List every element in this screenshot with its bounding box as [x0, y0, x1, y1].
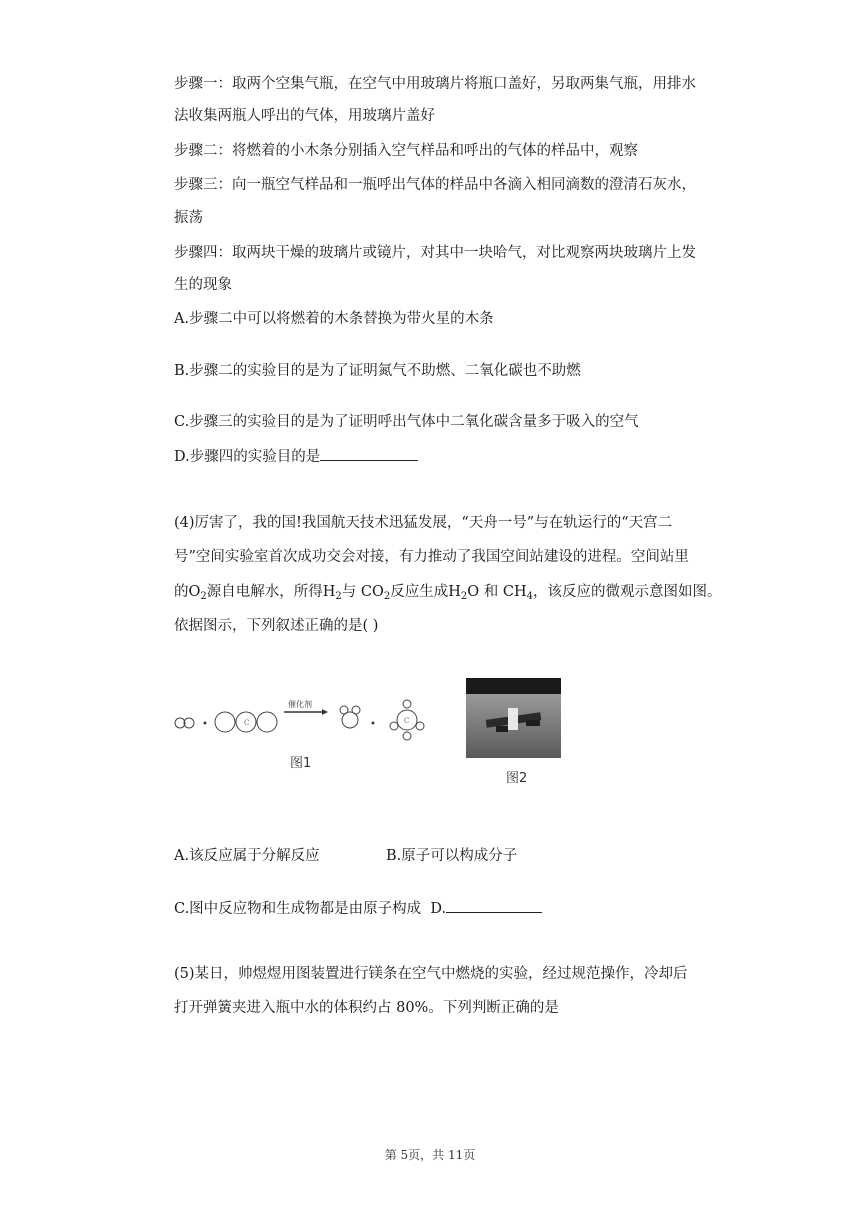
subscript: 2: [383, 591, 391, 602]
figure2-caption: 图2: [506, 771, 528, 786]
arrow-head: [322, 709, 328, 715]
q4-line2: 号”空间实验室首次成功交会对接，有力推动了我国空间站建设的进程。空间站里: [174, 549, 689, 565]
subscript: 2: [335, 591, 342, 602]
step3-line1: 步骤三：向一瓶空气样品和一瓶呼出气体的样品中各滴入相同滴数的澄清石灰水，: [174, 177, 696, 193]
q4-option-a: A.该反应属于分解反应: [174, 848, 320, 864]
subscript: 4: [526, 591, 534, 602]
reaction-diagram: [172, 690, 432, 750]
step3-line2: 振荡: [174, 210, 203, 226]
figure1-caption: 图1: [290, 756, 312, 771]
answer-blank[interactable]: [446, 898, 542, 913]
q4-text: 源自电解水，所得H: [206, 584, 336, 600]
q3-option-d-text: D.步骤四的实验目的是: [174, 449, 321, 465]
hydrogen-molecule: [175, 718, 194, 728]
q4-text: O 和 CH: [467, 584, 527, 600]
step4-line1: 步骤四：取两块干燥的玻璃片或镜片，对其中一块哈气，对比观察两块玻璃片上发: [174, 245, 696, 261]
page-footer: 第 5页，共 11页: [384, 1148, 476, 1162]
q4-text: 的O: [174, 584, 201, 600]
q3-option-a: A.步骤二中可以将燃着的木条替换为带火星的木条: [174, 311, 494, 327]
q4-text: 反应生成H: [390, 584, 461, 600]
catalyst-label: 催化剂: [288, 700, 312, 709]
plus-sign: •: [370, 719, 376, 730]
q4-option-c-d: [174, 898, 542, 919]
subscript: 2: [200, 591, 207, 602]
subscript: 2: [460, 591, 468, 602]
q4-line3: [174, 582, 722, 602]
step1-line2: 法收集两瓶人呼出的气体，用玻璃片盖好: [174, 108, 435, 124]
q3-option-d: [174, 446, 418, 467]
plus-sign: •: [202, 719, 208, 730]
svg-text:C: C: [404, 717, 410, 725]
answer-blank[interactable]: [320, 446, 418, 461]
q4-line1: (4)厉害了，我的国!我国航天技术迅猛发展，“天舟一号”与在轨运行的“天宫二: [174, 515, 673, 531]
carbon-dioxide-molecule: [215, 712, 277, 732]
q5-line2: 打开弹簧夹进入瓶中水的体积约占 80%。下列判断正确的是: [174, 1000, 559, 1016]
q4-text: ，该反应的微观示意图如图。: [533, 584, 722, 600]
step1-line1: 步骤一：取两个空集气瓶，在空气中用玻璃片将瓶口盖好，另取两集气瓶，用排水: [174, 76, 696, 92]
q4-option-b: B.原子可以构成分子: [386, 848, 518, 864]
space-station-photo: [466, 678, 561, 758]
step2-line: 步骤二：将燃着的小木条分别插入空气样品和呼出的气体的样品中，观察: [174, 143, 638, 159]
q4-option-c: C.图中反应物和生成物都是由原子构成: [174, 901, 422, 917]
q4-line4: 依据图示，下列叙述正确的是( ): [174, 618, 379, 634]
q5-line1: (5)某日，帅煜煜用图装置进行镁条在空气中燃烧的实验，经过规范操作，冷却后: [174, 966, 688, 982]
q4-text: 与 CO: [341, 584, 384, 600]
step4-line2: 生的现象: [174, 277, 232, 293]
q4-option-d: D.: [430, 901, 447, 917]
methane-molecule: [390, 700, 424, 740]
q3-option-b: B.步骤二的实验目的是为了证明氮气不助燃、二氧化碳也不助燃: [174, 363, 581, 379]
water-molecule: [340, 706, 360, 728]
svg-text:C: C: [244, 719, 250, 727]
q3-option-c: C.步骤三的实验目的是为了证明呼出气体中二氧化碳含量多于吸入的空气: [174, 414, 639, 430]
